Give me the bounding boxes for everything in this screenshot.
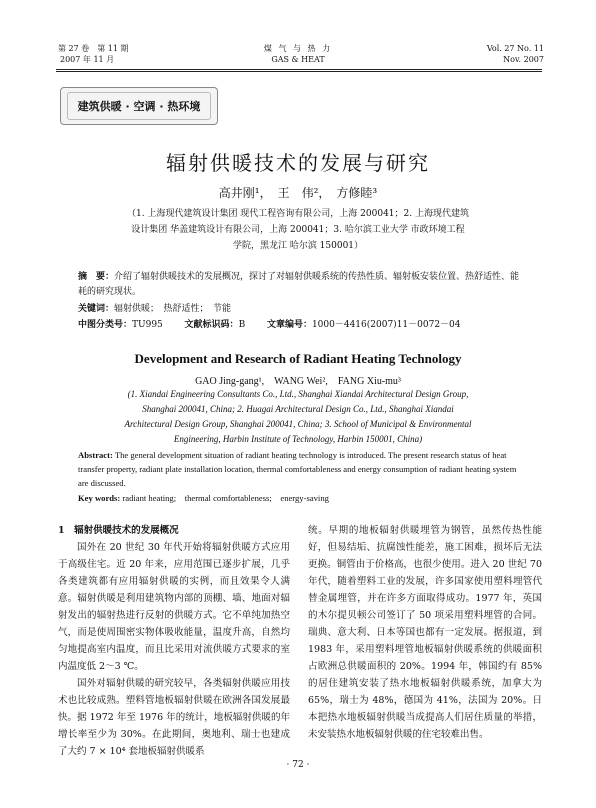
header-volume-en: Vol. 27 No. 11 Nov. 2007 <box>486 44 544 64</box>
affiliations-en: (1. Xiandai Engineering Consultants Co., Ltd., Shanghai Xiandai Architectural Design Group, Shanghai 200041, China; 2. Huagai Architectural Design Co., Ltd., Shanghai Xiandai Architectural Design Group, Shanghai 200041, China; 3. School of Municipal & Environmental Engineering, Harbin Institute of Technology, Harbin 150001, China) <box>124 389 472 444</box>
authors-en: GAO Jing-gang¹, WANG Wei², FANG Xiu-mu³ <box>195 376 401 387</box>
paragraph: 国外在 20 世纪 30 年代开始将辐射供暖方式应用于高级住宅。近 20 年来，应用范围已逐步扩展，几乎各类建筑都有应用辐射供暖的实例，而且效果令人满意。辐射供暖是利用建筑物内部的顶棚、墙、地面对辐射发出的辐射热进行反射的供暖方式。它不单纯加热空气，而是使周围密实物体吸收能量，温度升高，自然均匀地提高室内温度，而且比采用对流供暖方式要求的室内温度低 2～3 ℃。 <box>58 542 290 672</box>
right-column <box>308 522 542 743</box>
keywords-en: Key words: radiant heating; thermal comfortableness; energy-saving <box>78 493 329 503</box>
affiliations-cn: （1. 上海现代建筑设计集团 现代工程咨询有限公司，上海 200041；2. 上海现代建筑 设计集团 华盖建筑设计有限公司，上海 200041；3. 哈尔滨工业大学 市政环境工程 学院，黑龙江 哈尔滨 150001） <box>127 209 469 251</box>
header-volume-cn: 第 27 卷 第 11 期 2007 年 11 月 <box>58 44 129 64</box>
title-cn: 辐射供暖技术的发展与研究 <box>166 151 430 175</box>
header-journal: 煤 气 与 热 力 GAS & HEAT <box>263 44 333 64</box>
header-rule <box>56 69 542 70</box>
page-number: · 72 · <box>286 760 310 770</box>
classification: 中图分类号：TU995 文献标识码：B 文章编号：1000－4416(2007)11－0072－04 <box>78 320 461 330</box>
keywords-cn: 关键词：辐射供暖； 热舒适性； 节能 <box>78 304 232 314</box>
abstract-en: Abstract: The general development situation of radiant heating technology is introduced. The present research status of heat transfer property, radiant plate installation location, thermal comfortableness and energy consumption of radiant heating system are discussed. <box>78 450 517 488</box>
column-tag: 建筑供暖 · 空调 · 热环境 <box>60 87 218 125</box>
paragraph: 国外对辐射供暖的研究较早，各类辐射供暖应用技术也比较成熟。塑料管地板辐射供暖在欧洲各国发展最快。据 1972 年至 1976 年的统计，地板辐射供暖的年增长率至少为 30%。在此期间，奥地利、瑞士也建成了大约 7 × 10⁴ 套地板辐射供暖系 <box>58 678 290 757</box>
left-column <box>58 522 290 760</box>
section-heading: 1 辐射供暖技术的发展概况 <box>58 525 179 536</box>
authors-cn: 高井刚¹， 王 伟²， 方修睦³ <box>218 186 378 200</box>
title-en: Development and Research of Radiant Heating Technology <box>134 351 462 366</box>
header-rule-thin <box>56 71 542 72</box>
paragraph: 统。早期的地板辐射供暖埋管为钢管，虽然传热性能好，但易结垢、抗腐蚀性能差，施工困难，损坏后无法更换。铜管由于价格高，也很少使用。进入 20 世纪 70 年代，随着塑料工业的发展，许多国家使用塑料埋管代替金属埋管，并在许多方面取得成功。1977 年，英国的木尔提贝顿公司签订了 50 项采用塑料埋管的合同。瑞典、意大利、日本等国也都有一定发展。据报道，到 1983 年，采用塑料埋管地板辐射供暖系统的供暖面积占欧洲总供暖面积的 20%。1994 年，韩国约有 85% 的居住建筑安装了热水地板辐射供暖系统，加拿大为 65%，瑞士为 48%，德国为 41%，法国为 20%。日本把热水地板辐射供暖当成提高人们居住质量的举措，未安装热水地板辐射供暖的住宅较难出售。 <box>308 525 542 740</box>
abstract-cn: 摘 要：介绍了辐射供暖技术的发展概况，探讨了对辐射供暖系统的传热性质、辐射板安装位置、热舒适性、能耗的研究现状。 <box>78 272 520 297</box>
